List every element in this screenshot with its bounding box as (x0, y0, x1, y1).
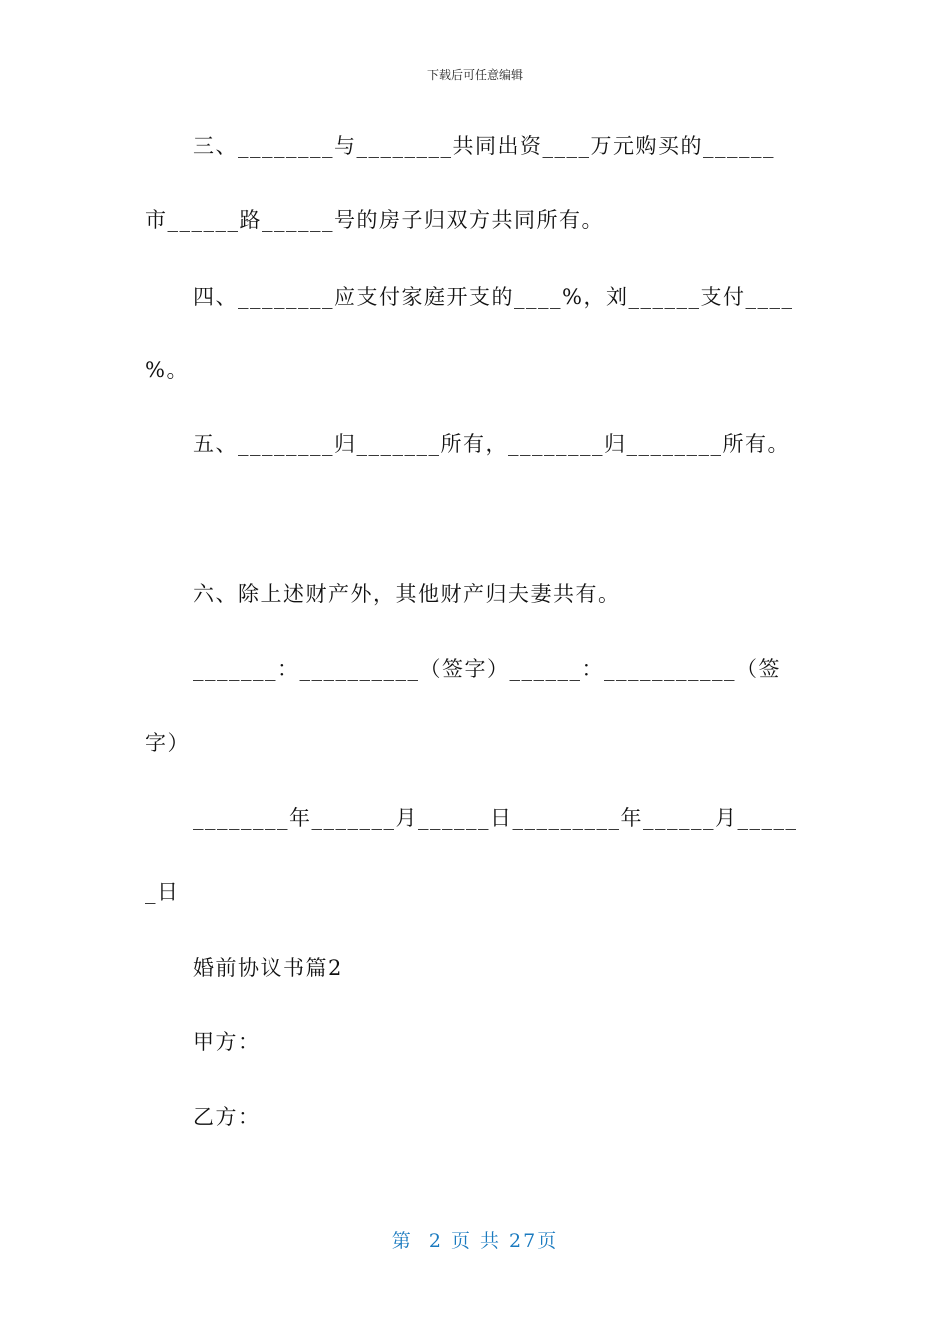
clause-five-line: 五、________归_______所有，________归________所有。 (193, 432, 790, 456)
clause-four-line-1: 四、________应支付家庭开支的____%，刘______支付____ (193, 285, 794, 309)
party-a-label: 甲方： (193, 1030, 261, 1054)
date-line-2: _日 (145, 880, 180, 904)
page-number: 第 2 页 共 27页 (391, 1230, 559, 1252)
clause-four-line-2: %。 (145, 358, 189, 382)
clause-three-line-2: 市______路______号的房子归双方共同所有。 (145, 208, 604, 232)
page-header: 下载后可任意编辑 (426, 68, 523, 82)
section-title: 婚前协议书篇2 (193, 956, 343, 980)
party-b-label: 乙方： (193, 1105, 261, 1129)
signature-line-1: _______：__________（签字）______：___________（签 (193, 657, 781, 681)
signature-line-2: 字） (145, 731, 190, 755)
clause-three-line-1: 三、________与________共同出资____万元购买的______ (193, 134, 775, 158)
date-line-1: ________年_______月______日_________年______月_____ (193, 806, 798, 830)
clause-six-line: 六、除上述财产外，其他财产归夫妻共有。 (193, 582, 621, 606)
